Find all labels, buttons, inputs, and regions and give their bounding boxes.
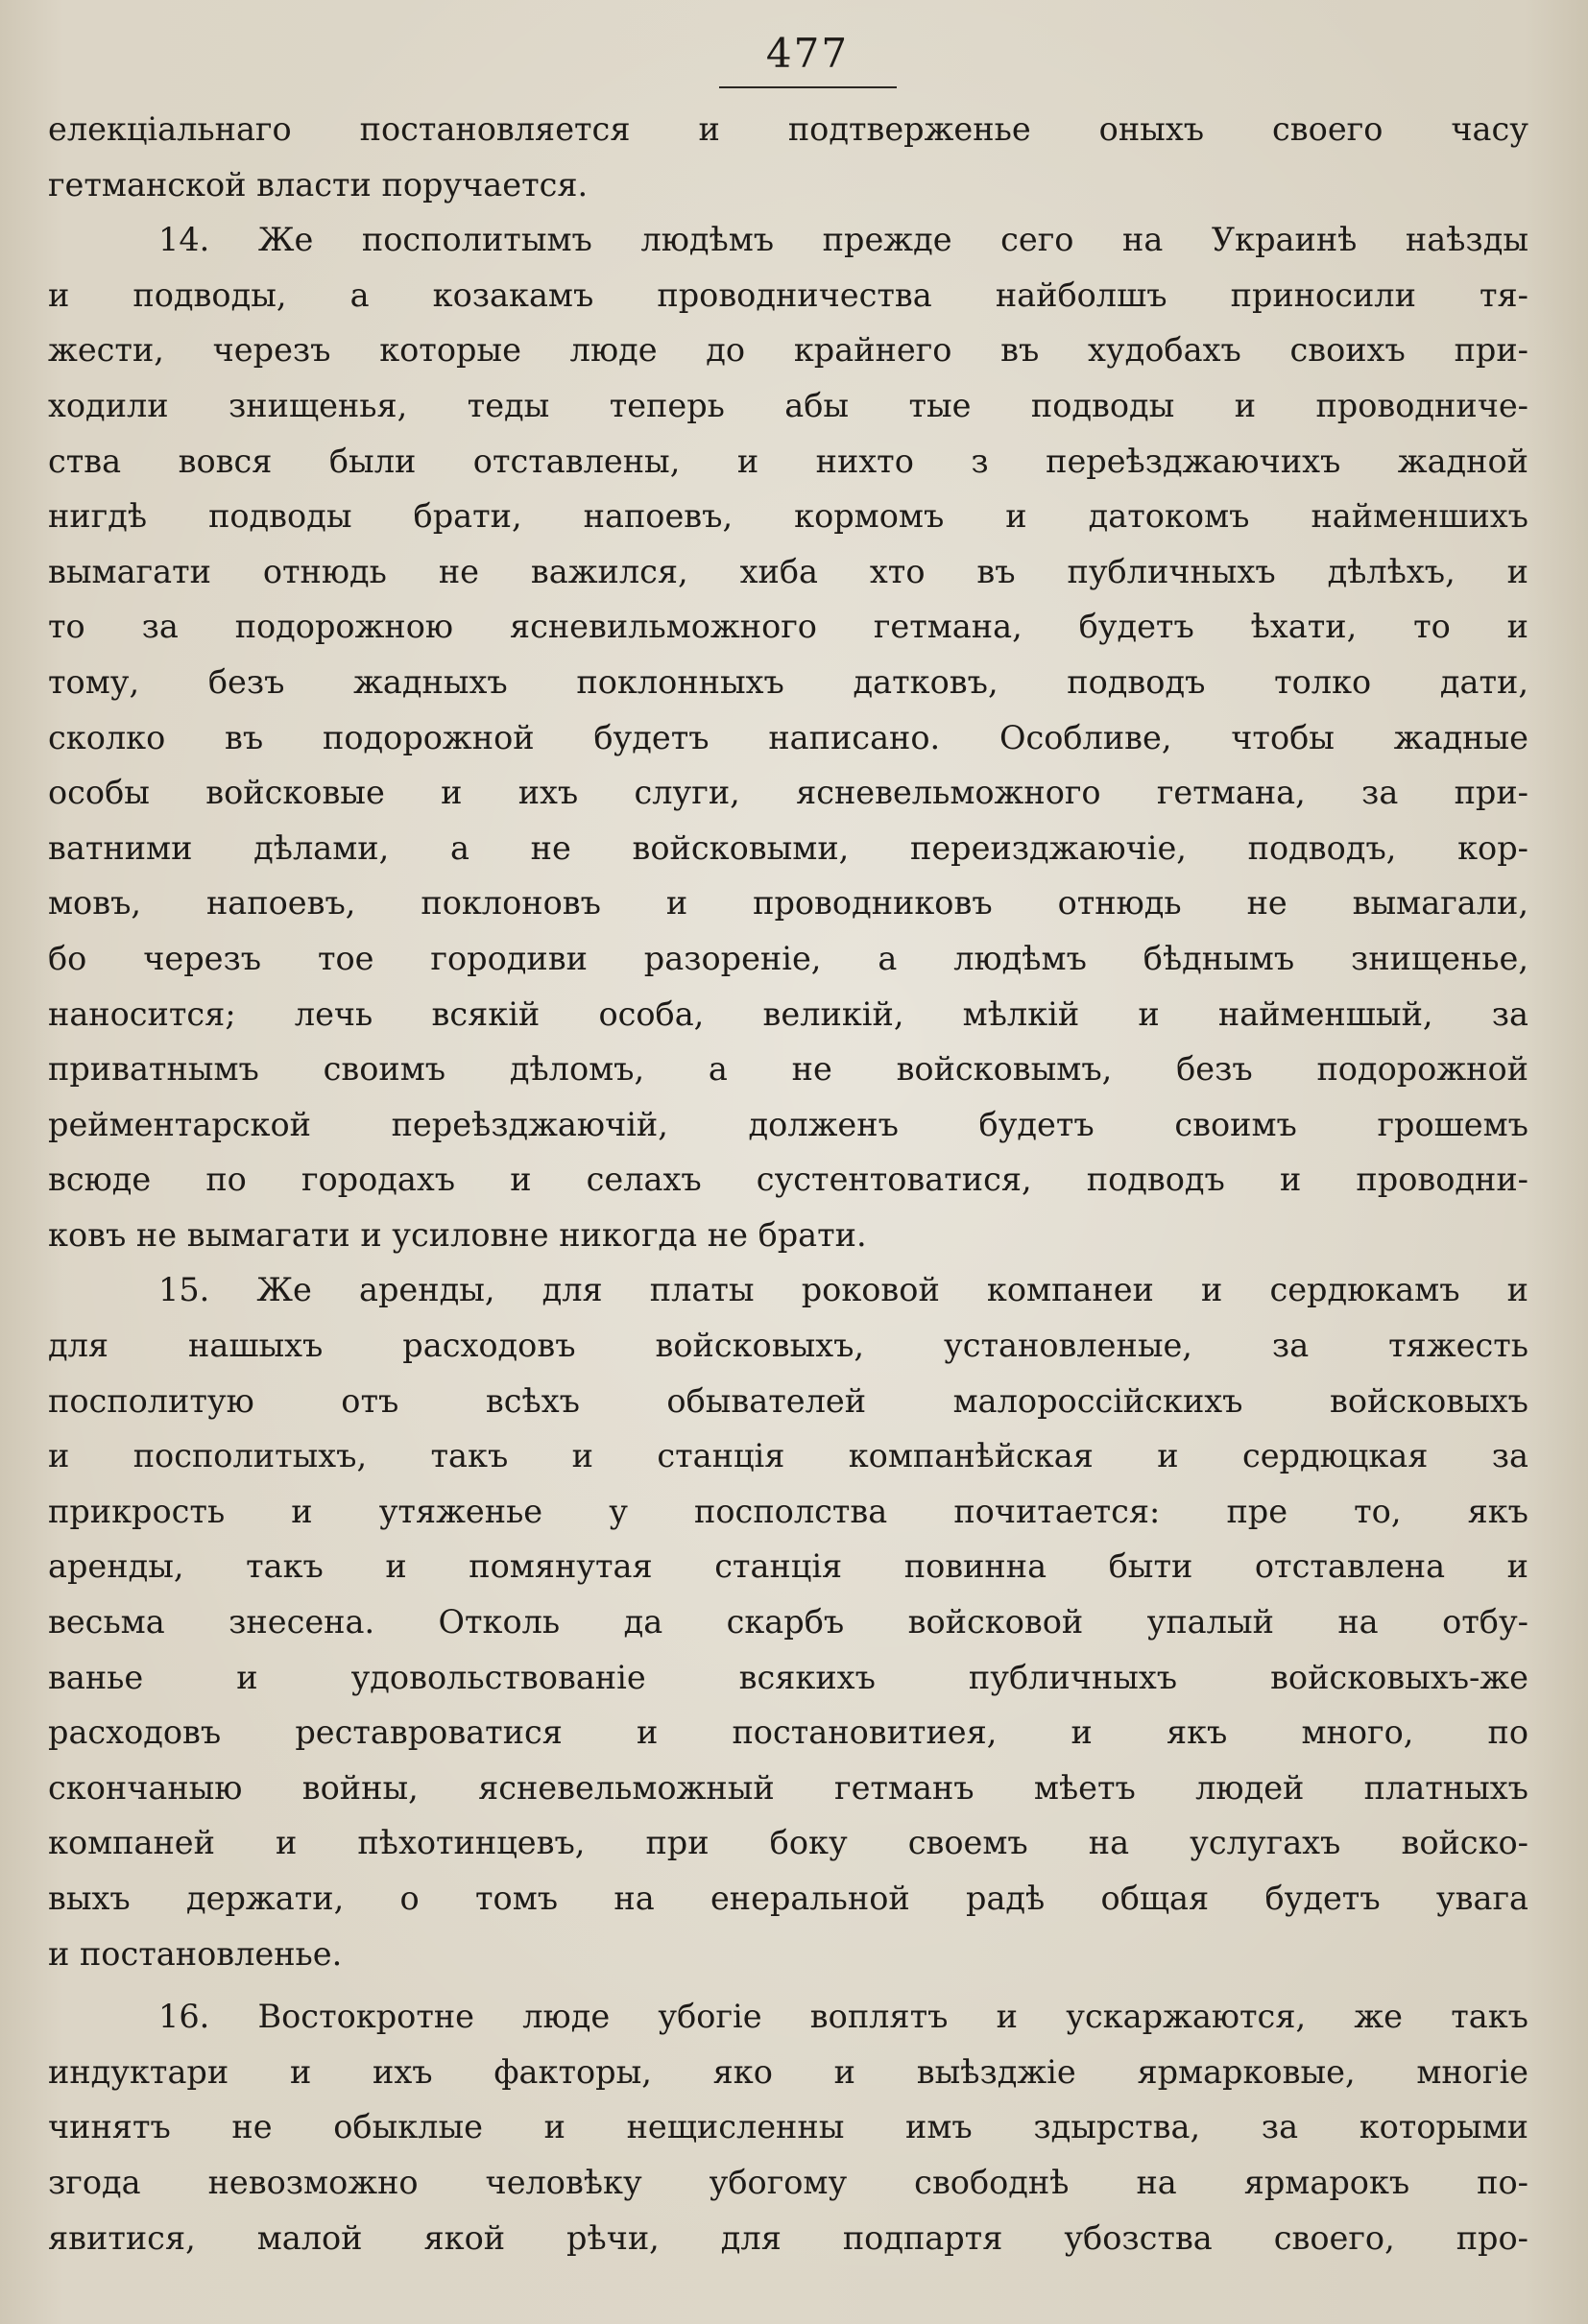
text-line: индуктари и ихъ факторы, яко и выѣзджіе ярмарковые, многіе	[48, 2052, 1528, 2091]
paragraph	[48, 1989, 1528, 2265]
text-line: нигдѣ подводы брати, напоевъ, кормомъ и датокомъ найменшихъ	[48, 497, 1528, 536]
text-line: приватнымъ своимъ дѣломъ, а не войсковымъ, безъ подорожной	[48, 1050, 1528, 1089]
paragraph	[48, 102, 1528, 212]
text-line: расходовъ реставроватися и постановитиея, и якъ много, по	[48, 1713, 1528, 1752]
text-line: згода невозможно человѣку убогому свободнѣ на ярмарокъ по-	[48, 2163, 1528, 2201]
text-line: то за подорожною ясневильможного гетмана, будетъ ѣхати, то и	[48, 608, 1528, 646]
text-line: вымагати отнюдь не важился, хиба хто въ публичныхъ дѣлѣхъ, и	[48, 552, 1528, 590]
text-line: 16. Востокротне люде убогіе воплятъ и ускаржаются, же такъ	[158, 1998, 1528, 2036]
text-line: всюде по городахъ и селахъ сустентоватися, подводъ и проводни-	[48, 1161, 1528, 1199]
text-line: гетманской власти поручается.	[48, 165, 589, 204]
text-line: выхъ держати, о томъ на енеральной радѣ общая будетъ увага	[48, 1880, 1528, 1917]
text-line: ходили знищенья, теды теперь абы тые подводы и проводниче-	[48, 386, 1528, 424]
text-line: чинятъ не обыклые и нещисленны имъ здырства, за которыми	[48, 2108, 1528, 2146]
text-line: аренды, такъ и помянутая станція повинна быти отставлена и	[48, 1547, 1528, 1586]
text-line: и подводы, а козакамъ проводничества найболшъ приносили тя-	[48, 276, 1528, 314]
text-line: прикрость и утяженье у посполства почитается: пре то, якъ	[48, 1492, 1528, 1530]
text-line: сколко въ подорожной будетъ написано. Особливе, чтобы жадные	[48, 718, 1528, 756]
text-line: ватними дѣлами, а не войсковыми, переизджаючіе, подводъ, кор-	[48, 828, 1528, 867]
text-line: для нашыхъ расходовъ войсковыхъ, установленые, за тяжесть	[48, 1327, 1528, 1365]
page-number-rule	[719, 86, 897, 88]
text-line: 15. Же аренды, для платы роковой компанеи и сердюкамъ и	[158, 1271, 1528, 1309]
page-number: 477	[765, 30, 850, 77]
text-line: ства вовся были отставлены, и нихто з переѣзджаючихъ жадной	[48, 442, 1528, 480]
text-line: ванье и удовольствованіе всякихъ публичныхъ войсковыхъ-же	[48, 1658, 1528, 1696]
text-line: наносится; лечь всякій особа, великій, мѣлкій и найменшый, за	[48, 994, 1528, 1033]
text-line: и посполитыхъ, такъ и станція компанѣйская и сердюцкая за	[48, 1437, 1528, 1475]
document-body	[48, 102, 1528, 2265]
text-line: 14. Же посполитымъ людѣмъ прежде сего на Украинѣ наѣзды	[158, 221, 1528, 259]
text-line: тому, безъ жадныхъ поклонныхъ датковъ, подводъ толко дати,	[48, 662, 1528, 701]
text-line: явитися, малой якой рѣчи, для подпартя убозства своего, про-	[48, 2218, 1528, 2257]
text-line: елекціальнаго постановляется и подтверженье оныхъ своего часу	[48, 110, 1528, 148]
text-line: скончаныю войны, ясневельможный гетманъ мѣетъ людей платныхъ	[48, 1768, 1528, 1807]
text-line: и постановленье.	[48, 1934, 343, 1973]
text-line: ковъ не вымагати и усиловне никогда не брати.	[48, 1215, 867, 1254]
text-line: бо черезъ тое городиви разореніе, а людѣмъ бѣднымъ знищенье,	[48, 939, 1528, 977]
text-line: жести, черезъ которые люде до крайнего въ худобахъ своихъ при-	[48, 331, 1528, 370]
text-line: мовъ, напоевъ, поклоновъ и проводниковъ отнюдь не вымагали,	[48, 884, 1528, 922]
paragraph	[48, 1262, 1528, 1981]
text-line: особы войсковые и ихъ слуги, ясневельможного гетмана, за при-	[48, 774, 1528, 812]
text-line: компаней и пѣхотинцевъ, при боку своемъ на услугахъ войско-	[48, 1824, 1528, 1862]
text-line: весьма знесена. Отколь да скарбъ войсковой упалый на отбу-	[48, 1603, 1528, 1641]
paragraph	[48, 212, 1528, 1262]
text-line: рейментарской переѣзджаючій, долженъ будетъ своимъ грошемъ	[48, 1105, 1528, 1143]
text-line: посполитую отъ всѣхъ обывателей малороссійскихъ войсковыхъ	[48, 1381, 1528, 1420]
